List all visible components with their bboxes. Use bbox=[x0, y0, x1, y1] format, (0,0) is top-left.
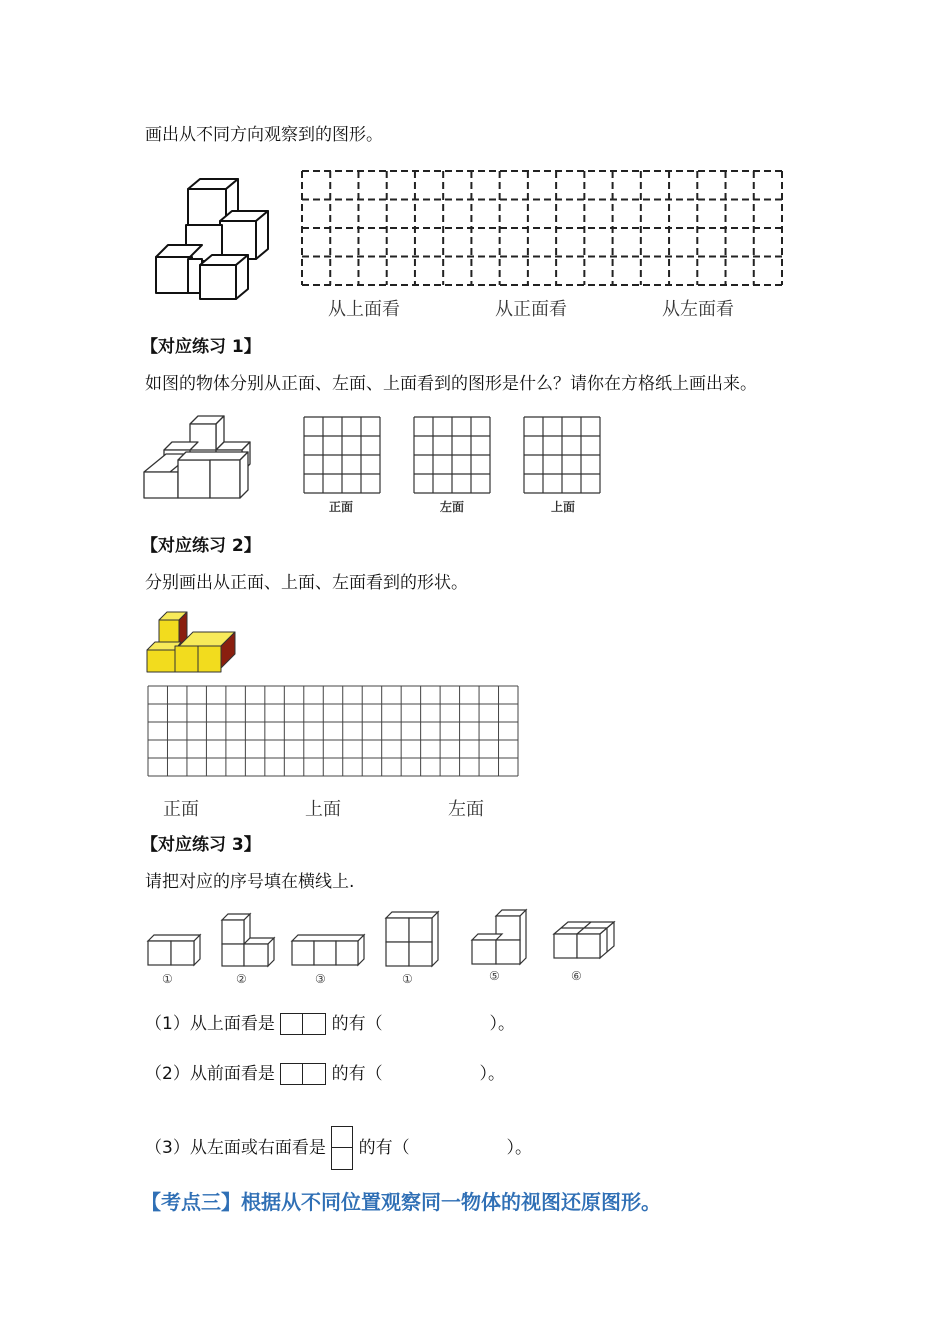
ex1-label-top: 上面 bbox=[551, 500, 576, 514]
ex2-label-front: 正面 bbox=[163, 799, 199, 820]
ex1-cube-figure bbox=[142, 414, 257, 502]
view-label-top: 从上面看 bbox=[328, 299, 400, 320]
ex2-label-left: 左面 bbox=[448, 799, 484, 820]
section3-heading: 【考点三】根据从不同位置观察同一物体的视图还原图形。 bbox=[141, 1190, 661, 1214]
ex3-question: 请把对应的序号填在横线上. bbox=[145, 872, 355, 892]
ex3-shape-4-number: ① bbox=[402, 972, 413, 986]
ex1-grid-front bbox=[303, 416, 381, 494]
ex3-q3-prefix: （3）从左面或右面看是 bbox=[145, 1138, 326, 1158]
ex3-q3 bbox=[145, 1126, 532, 1170]
ex3-q1-prefix: （1）从上面看是 bbox=[145, 1014, 275, 1034]
ex2-title: 【对应练习 2】 bbox=[141, 536, 261, 556]
intro-instruction: 画出从不同方向观察到的图形。 bbox=[145, 125, 383, 145]
dashed-drawing-grid bbox=[300, 169, 784, 287]
ex2-question: 分别画出从正面、上面、左面看到的形状。 bbox=[145, 573, 468, 593]
ex3-shape-3-number: ③ bbox=[315, 972, 326, 986]
ex3-shape-1 bbox=[146, 933, 202, 967]
ex3-shape-5-number: ⑤ bbox=[489, 969, 500, 983]
ex2-drawing-grid bbox=[147, 685, 519, 777]
ex1-label-left: 左面 bbox=[440, 500, 465, 514]
ex1-title: 【对应练习 1】 bbox=[141, 337, 261, 357]
ex3-q1-close: ）。 bbox=[489, 1014, 515, 1034]
ex1-grid-left bbox=[413, 416, 491, 494]
two-square-horizontal-icon bbox=[280, 1013, 326, 1035]
ex3-shape-1-number: ① bbox=[162, 972, 173, 986]
two-square-vertical-icon bbox=[331, 1126, 353, 1170]
view-label-left: 从左面看 bbox=[662, 299, 734, 320]
cube-stack-figure bbox=[150, 175, 275, 305]
ex3-q1-suffix: 的有（ bbox=[331, 1014, 383, 1034]
ex3-shape-4 bbox=[384, 910, 440, 968]
ex3-q2-suffix: 的有（ bbox=[331, 1064, 383, 1084]
ex3-q1 bbox=[145, 1013, 515, 1035]
ex3-shape-6 bbox=[552, 920, 616, 964]
ex1-question: 如图的物体分别从正面、左面、上面看到的图形是什么？请你在方格纸上画出来。 bbox=[145, 374, 757, 394]
ex1-grid-top bbox=[523, 416, 601, 494]
ex2-label-top: 上面 bbox=[305, 799, 341, 820]
ex3-q2-close: ）。 bbox=[479, 1064, 505, 1084]
ex3-q2-prefix: （2）从前面看是 bbox=[145, 1064, 275, 1084]
two-square-horizontal-icon bbox=[280, 1063, 326, 1085]
ex3-shape-3 bbox=[290, 933, 366, 967]
ex3-shape-2-number: ② bbox=[236, 972, 247, 986]
view-label-front: 从正面看 bbox=[495, 299, 567, 320]
ex2-yellow-cubes bbox=[145, 610, 240, 676]
ex3-shape-6-number: ⑥ bbox=[571, 969, 582, 983]
ex3-q3-close: ）。 bbox=[506, 1138, 532, 1158]
ex3-shape-2 bbox=[220, 912, 276, 968]
ex3-title: 【对应练习 3】 bbox=[141, 835, 261, 855]
ex3-shape-5 bbox=[470, 908, 528, 966]
ex3-q3-suffix: 的有（ bbox=[358, 1138, 410, 1158]
ex3-q2 bbox=[145, 1063, 505, 1085]
ex1-label-front: 正面 bbox=[329, 500, 354, 514]
